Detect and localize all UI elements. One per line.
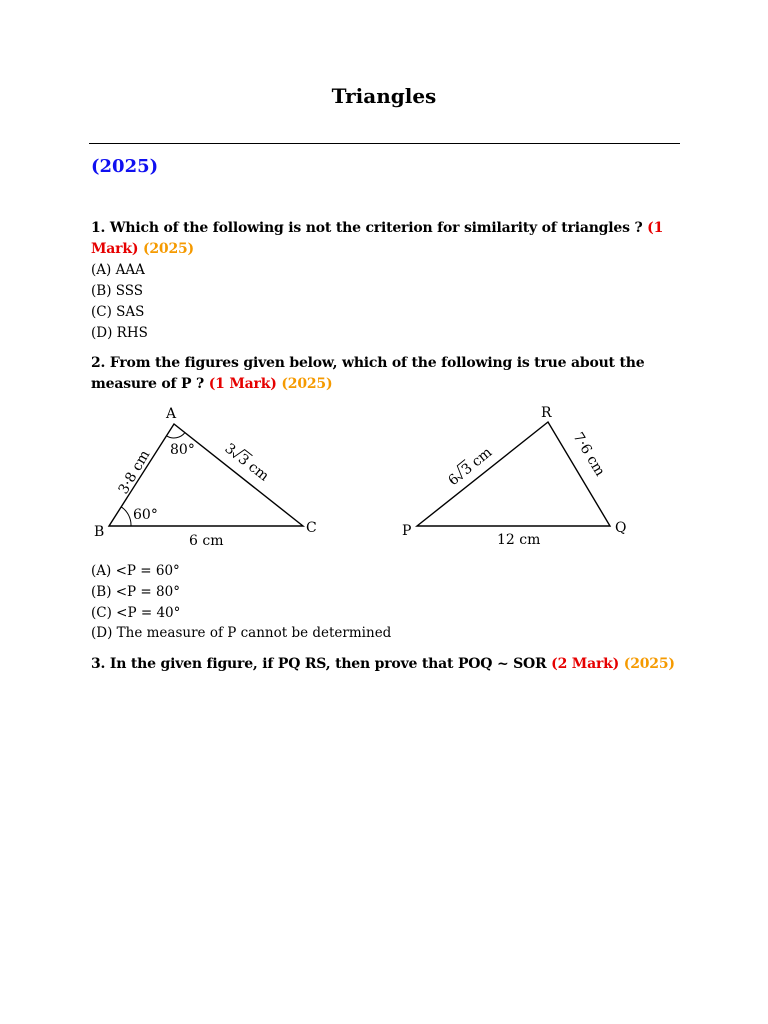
side-pr-root: 3: [458, 460, 476, 479]
question-1-year: (2025): [142, 241, 194, 257]
question-3-year: (2025): [623, 656, 675, 672]
question-3-marks: (2 Mark): [551, 656, 620, 672]
side-ab-label: 3·8 cm: [115, 447, 154, 497]
vertex-r-label: R: [541, 405, 552, 421]
question-1-option-c: (C) SAS: [91, 304, 145, 320]
side-ac-unit: cm: [245, 459, 272, 485]
question-1-marks: (1 Mark): [91, 220, 664, 257]
side-pr-label: [445, 444, 495, 489]
question-2-text: 2. From the figures given below, which of the following is true about the measure of P ?: [91, 355, 645, 392]
title-divider: [89, 143, 680, 144]
angle-arc-b: [121, 507, 131, 526]
question-1-option-a: (A) AAA: [91, 262, 145, 278]
question-2-option-d: (D) The measure of P cannot be determined: [91, 625, 392, 641]
question-1-option-b: (B) SSS: [91, 283, 144, 299]
vertex-b-label: B: [94, 524, 105, 540]
question-2-option-b: (B) <P = 80°: [91, 584, 180, 600]
side-ac-label: [222, 440, 273, 485]
triangles-figure: [86, 398, 646, 554]
side-pr-coef: 6: [445, 471, 463, 490]
side-ac-root: 3: [234, 451, 252, 470]
question-2: [91, 353, 681, 395]
angle-arc-a: [167, 433, 186, 438]
vertex-q-label: Q: [615, 520, 627, 536]
question-3: [91, 654, 681, 675]
question-1: [91, 218, 681, 260]
question-2-year: (2025): [281, 376, 333, 392]
side-bc-label: 6 cm: [189, 533, 224, 549]
year-heading: (2025): [91, 156, 159, 177]
angle-b-label: 60°: [133, 507, 158, 523]
side-pr-unit: cm: [468, 444, 496, 471]
side-rq-label: 7·6 cm: [569, 429, 608, 480]
vertex-c-label: C: [306, 520, 317, 536]
side-ac-coef: 3: [221, 440, 239, 459]
question-3-text: 3. In the given figure, if PQ RS, then prove that POQ ~ SOR: [91, 656, 547, 672]
question-2-option-c: (C) <P = 40°: [91, 605, 181, 621]
question-2-marks: (1 Mark): [208, 376, 277, 392]
question-1-option-d: (D) RHS: [91, 325, 148, 341]
vertex-a-label: A: [166, 406, 177, 422]
question-2-option-a: (A) <P = 60°: [91, 563, 180, 579]
angle-a-label: 80°: [170, 442, 195, 458]
question-1-text: 1. Which of the following is not the criterion for similarity of triangles ?: [91, 220, 643, 236]
vertex-p-label: P: [402, 523, 412, 539]
side-pq-label: 12 cm: [497, 532, 541, 548]
page-title: Triangles: [331, 84, 437, 108]
